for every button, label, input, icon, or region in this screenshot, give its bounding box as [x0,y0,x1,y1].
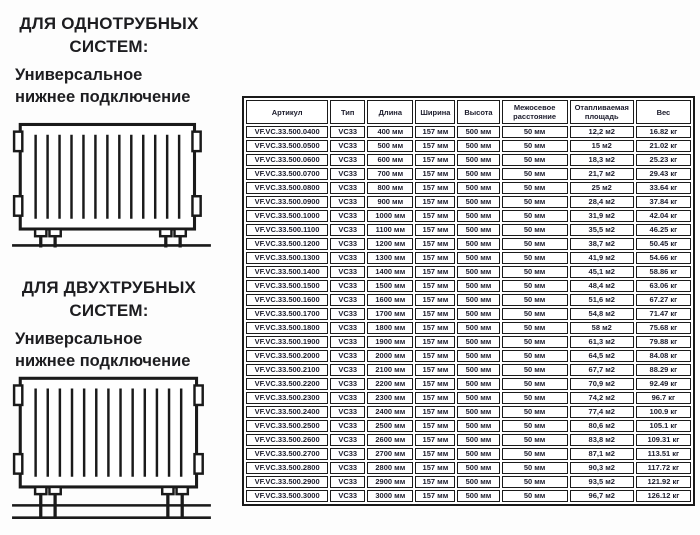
table-cell: VF.VC.33.500.2200 [246,378,328,390]
table-cell: 64,5 м2 [570,350,634,362]
radiator-feet [35,487,188,519]
table-cell: 61,3 м2 [570,336,634,348]
table-cell: 500 мм [457,238,499,250]
title-line: СИСТЕМ: [69,37,149,56]
table-cell: 50 мм [502,182,568,194]
table-row [246,448,691,460]
table-cell: 96,7 м2 [570,490,634,502]
table-cell: 500 мм [457,420,499,432]
table-cell: 84.08 кг [636,350,691,362]
table-cell: 92.49 кг [636,378,691,390]
table-cell: VC33 [330,378,365,390]
table-cell: 157 мм [415,490,455,502]
table-cell: 50 мм [502,168,568,180]
table-cell: 50 мм [502,196,568,208]
table-row [246,168,691,180]
table-row [246,322,691,334]
table-cell: VC33 [330,196,365,208]
table-cell: 500 мм [457,476,499,488]
table-cell: 157 мм [415,336,455,348]
table-cell: VF.VC.33.500.1900 [246,336,328,348]
table-cell: VC33 [330,434,365,446]
table-cell: 25 м2 [570,182,634,194]
table-cell: 33.64 кг [636,182,691,194]
table-row [246,154,691,166]
table-cell: 50 мм [502,406,568,418]
table-cell: 50 мм [502,238,568,250]
table-cell: VF.VC.33.500.2800 [246,462,328,474]
table-cell: 87,1 м2 [570,448,634,460]
table-cell: VF.VC.33.500.1600 [246,294,328,306]
table-cell: VF.VC.33.500.1800 [246,322,328,334]
table-row [246,378,691,390]
table-cell: 2900 мм [367,476,413,488]
table-row [246,462,691,474]
table-cell: 157 мм [415,476,455,488]
table-cell: 500 мм [457,182,499,194]
table-cell: 1500 мм [367,280,413,292]
table-cell: 42.04 кг [636,210,691,222]
table-cell: VF.VC.33.500.2300 [246,392,328,404]
spec-table-body [246,126,691,502]
table-cell: 15 м2 [570,140,634,152]
table-cell: VC33 [330,294,365,306]
table-cell: 500 мм [457,280,499,292]
table-cell: 31,9 м2 [570,210,634,222]
table-cell: 1600 мм [367,294,413,306]
side-tab [14,196,22,215]
table-cell: VC33 [330,238,365,250]
table-cell: 126.12 кг [636,490,691,502]
table-cell: VC33 [330,476,365,488]
table-cell: 500 мм [457,196,499,208]
table-cell: VF.VC.33.500.2000 [246,350,328,362]
table-cell: 50 мм [502,490,568,502]
table-cell: VC33 [330,406,365,418]
table-cell: VC33 [330,210,365,222]
table-cell: 157 мм [415,420,455,432]
table-cell: 74,2 м2 [570,392,634,404]
table-cell: VF.VC.33.500.2900 [246,476,328,488]
table-cell: 157 мм [415,238,455,250]
subtitle-line: Универсальное [15,330,143,348]
table-cell: 50 мм [502,224,568,236]
table-cell: VC33 [330,490,365,502]
table-cell: VF.VC.33.500.1100 [246,224,328,236]
table-cell: 500 мм [457,392,499,404]
table-cell: VC33 [330,336,365,348]
table-cell: 50 мм [502,462,568,474]
column-header: Отапливаемая площадь [570,100,634,124]
table-cell: 50 мм [502,448,568,460]
table-cell: 400 мм [367,126,413,138]
table-cell: 48,4 м2 [570,280,634,292]
table-cell: 500 мм [367,140,413,152]
table-cell: VF.VC.33.500.0500 [246,140,328,152]
table-row [246,238,691,250]
table-cell: 157 мм [415,322,455,334]
single-pipe-section-title [8,12,210,58]
table-cell: 50 мм [502,294,568,306]
table-cell: VC33 [330,462,365,474]
table-cell: VF.VC.33.500.1300 [246,252,328,264]
table-cell: VC33 [330,126,365,138]
table-row [246,280,691,292]
table-cell: 500 мм [457,364,499,376]
table-cell: 157 мм [415,294,455,306]
table-cell: 80,6 м2 [570,420,634,432]
table-cell: 63.06 кг [636,280,691,292]
spec-table-header-row [246,100,691,124]
column-header: Высота [457,100,499,124]
table-cell: 50 мм [502,266,568,278]
column-header: Артикул [246,100,328,124]
table-cell: 90,3 м2 [570,462,634,474]
table-cell: 50 мм [502,364,568,376]
table-cell: 500 мм [457,336,499,348]
table-cell: 500 мм [457,252,499,264]
table-cell: VF.VC.33.500.2700 [246,448,328,460]
table-cell: 1900 мм [367,336,413,348]
subtitle-line: Универсальное [15,66,143,84]
table-cell: 500 мм [457,448,499,460]
table-cell: 500 мм [457,126,499,138]
table-cell: 105.1 кг [636,420,691,432]
table-cell: 800 мм [367,182,413,194]
table-cell: 157 мм [415,154,455,166]
table-cell: 12,2 м2 [570,126,634,138]
table-cell: 50 мм [502,126,568,138]
table-cell: VF.VC.33.500.2500 [246,420,328,432]
table-row [246,308,691,320]
table-cell: VC33 [330,364,365,376]
radiator-single-pipe-bottom-connection-icon [10,118,215,256]
table-cell: 83,8 м2 [570,434,634,446]
table-cell: VC33 [330,322,365,334]
table-cell: VF.VC.33.500.0400 [246,126,328,138]
table-cell: 38,7 м2 [570,238,634,250]
table-cell: 50 мм [502,350,568,362]
table-row [246,476,691,488]
table-cell: VC33 [330,182,365,194]
column-header: Тип [330,100,365,124]
table-cell: VC33 [330,420,365,432]
table-row [246,140,691,152]
table-cell: 157 мм [415,210,455,222]
table-cell: 157 мм [415,434,455,446]
table-cell: 54,8 м2 [570,308,634,320]
table-cell: 50 мм [502,280,568,292]
table-cell: 500 мм [457,308,499,320]
table-cell: 50 мм [502,392,568,404]
side-tab [195,454,203,473]
title-line: СИСТЕМ: [69,301,149,320]
table-cell: 45,1 м2 [570,266,634,278]
table-cell: 900 мм [367,196,413,208]
table-cell: VF.VC.33.500.2600 [246,434,328,446]
table-cell: 50 мм [502,378,568,390]
table-row [246,406,691,418]
table-cell: 50 мм [502,322,568,334]
side-tab [14,132,22,151]
table-cell: 2200 мм [367,378,413,390]
table-cell: VC33 [330,308,365,320]
table-cell: 28,4 м2 [570,196,634,208]
table-cell: 1700 мм [367,308,413,320]
table-cell: VC33 [330,154,365,166]
table-cell: 67,7 м2 [570,364,634,376]
table-cell: 41,9 м2 [570,252,634,264]
table-cell: 50 мм [502,308,568,320]
table-cell: 1400 мм [367,266,413,278]
subtitle-line: нижнее подключение [15,88,191,106]
table-row [246,350,691,362]
table-cell: VC33 [330,392,365,404]
table-cell: 500 мм [457,154,499,166]
table-cell: VF.VC.33.500.1000 [246,210,328,222]
table-cell: 121.92 кг [636,476,691,488]
table-cell: 50 мм [502,336,568,348]
table-cell: 500 мм [457,462,499,474]
table-cell: 500 мм [457,490,499,502]
table-row [246,336,691,348]
table-cell: 157 мм [415,308,455,320]
table-cell: 1100 мм [367,224,413,236]
table-row [246,126,691,138]
table-cell: 21.02 кг [636,140,691,152]
table-cell: 71.47 кг [636,308,691,320]
table-cell: 25.23 кг [636,154,691,166]
column-header: Межосевое расстояние [502,100,568,124]
table-cell: 2400 мм [367,406,413,418]
table-cell: 500 мм [457,210,499,222]
table-cell: VC33 [330,140,365,152]
table-cell: 157 мм [415,392,455,404]
table-cell: 88.29 кг [636,364,691,376]
table-cell: 500 мм [457,266,499,278]
column-header: Вес [636,100,691,124]
table-cell: 600 мм [367,154,413,166]
table-cell: 50 мм [502,210,568,222]
table-cell: VF.VC.33.500.0700 [246,168,328,180]
table-cell: VF.VC.33.500.1500 [246,280,328,292]
table-cell: VC33 [330,168,365,180]
single-pipe-section-subtitle [15,64,225,108]
table-cell: 46.25 кг [636,224,691,236]
table-cell: 50.45 кг [636,238,691,250]
table-cell: 79.88 кг [636,336,691,348]
table-cell: VC33 [330,252,365,264]
table-cell: VF.VC.33.500.0900 [246,196,328,208]
table-cell: 500 мм [457,434,499,446]
table-cell: 117.72 кг [636,462,691,474]
table-cell: 157 мм [415,266,455,278]
table-cell: VF.VC.33.500.1700 [246,308,328,320]
table-cell: 157 мм [415,378,455,390]
table-cell: 2500 мм [367,420,413,432]
table-row [246,196,691,208]
table-cell: 500 мм [457,168,499,180]
side-tab [14,385,22,404]
table-cell: 157 мм [415,182,455,194]
table-cell: 1000 мм [367,210,413,222]
table-cell: 157 мм [415,350,455,362]
table-cell: 50 мм [502,154,568,166]
table-cell: 2100 мм [367,364,413,376]
table-row [246,210,691,222]
table-cell: 58.86 кг [636,266,691,278]
table-cell: 96.7 кг [636,392,691,404]
side-tab [14,454,22,473]
table-cell: 157 мм [415,406,455,418]
column-header: Длина [367,100,413,124]
table-row [246,252,691,264]
column-header: Ширина [415,100,455,124]
side-tab [195,385,203,404]
spec-table [242,96,695,506]
table-cell: 93,5 м2 [570,476,634,488]
table-row [246,420,691,432]
table-cell: 500 мм [457,406,499,418]
table-cell: 2700 мм [367,448,413,460]
two-pipe-section-subtitle [15,328,225,372]
table-cell: 37.84 кг [636,196,691,208]
table-cell: VC33 [330,224,365,236]
table-cell: 109.31 кг [636,434,691,446]
table-cell: 500 мм [457,224,499,236]
table-cell: 2000 мм [367,350,413,362]
table-cell: 157 мм [415,252,455,264]
side-tab [192,132,200,151]
table-cell: 1200 мм [367,238,413,250]
table-cell: VC33 [330,280,365,292]
table-cell: 21,7 м2 [570,168,634,180]
table-cell: 113.51 кг [636,448,691,460]
table-cell: 2600 мм [367,434,413,446]
side-tab [192,196,200,215]
table-cell: 500 мм [457,294,499,306]
table-cell: 54.66 кг [636,252,691,264]
table-cell: 157 мм [415,462,455,474]
table-cell: 1800 мм [367,322,413,334]
table-cell: 70,9 м2 [570,378,634,390]
table-cell: 67.27 кг [636,294,691,306]
table-cell: 500 мм [457,322,499,334]
table-cell: 18,3 м2 [570,154,634,166]
table-row [246,434,691,446]
title-line: ДЛЯ ДВУХТРУБНЫХ [21,278,197,297]
table-cell: 75.68 кг [636,322,691,334]
table-cell: VF.VC.33.500.1200 [246,238,328,250]
table-cell: VC33 [330,266,365,278]
table-cell: 50 мм [502,434,568,446]
table-cell: VF.VC.33.500.3000 [246,490,328,502]
table-row [246,392,691,404]
table-cell: 100.9 кг [636,406,691,418]
table-cell: VF.VC.33.500.1400 [246,266,328,278]
table-cell: 35,5 м2 [570,224,634,236]
table-cell: VF.VC.33.500.0800 [246,182,328,194]
table-cell: 50 мм [502,476,568,488]
table-row [246,364,691,376]
table-cell: 500 мм [457,140,499,152]
table-cell: 157 мм [415,280,455,292]
table-row [246,182,691,194]
table-cell: 2800 мм [367,462,413,474]
table-cell: 2300 мм [367,392,413,404]
radiator-two-pipe-bottom-connection-icon [10,372,215,524]
title-line: ДЛЯ ОДНОТРУБНЫХ [19,14,199,33]
table-cell: 50 мм [502,252,568,264]
table-cell: 58 м2 [570,322,634,334]
table-cell: 50 мм [502,420,568,432]
table-cell: 157 мм [415,168,455,180]
table-cell: VF.VC.33.500.2100 [246,364,328,376]
table-row [246,490,691,502]
table-row [246,224,691,236]
table-cell: 157 мм [415,364,455,376]
table-cell: 77,4 м2 [570,406,634,418]
table-cell: VF.VC.33.500.0600 [246,154,328,166]
table-cell: 157 мм [415,448,455,460]
table-cell: 500 мм [457,350,499,362]
table-cell: 157 мм [415,196,455,208]
table-cell: 3000 мм [367,490,413,502]
table-cell: 500 мм [457,378,499,390]
table-cell: 157 мм [415,224,455,236]
table-cell: 51,6 м2 [570,294,634,306]
two-pipe-section-title [8,276,210,322]
table-cell: 700 мм [367,168,413,180]
table-cell: VC33 [330,350,365,362]
table-row [246,294,691,306]
table-cell: 50 мм [502,140,568,152]
table-cell: VC33 [330,448,365,460]
table-cell: 16.82 кг [636,126,691,138]
subtitle-line: нижнее подключение [15,352,191,370]
table-cell: 157 мм [415,140,455,152]
table-cell: VF.VC.33.500.2400 [246,406,328,418]
table-row [246,266,691,278]
table-cell: 1300 мм [367,252,413,264]
table-cell: 29.43 кг [636,168,691,180]
table-cell: 157 мм [415,126,455,138]
